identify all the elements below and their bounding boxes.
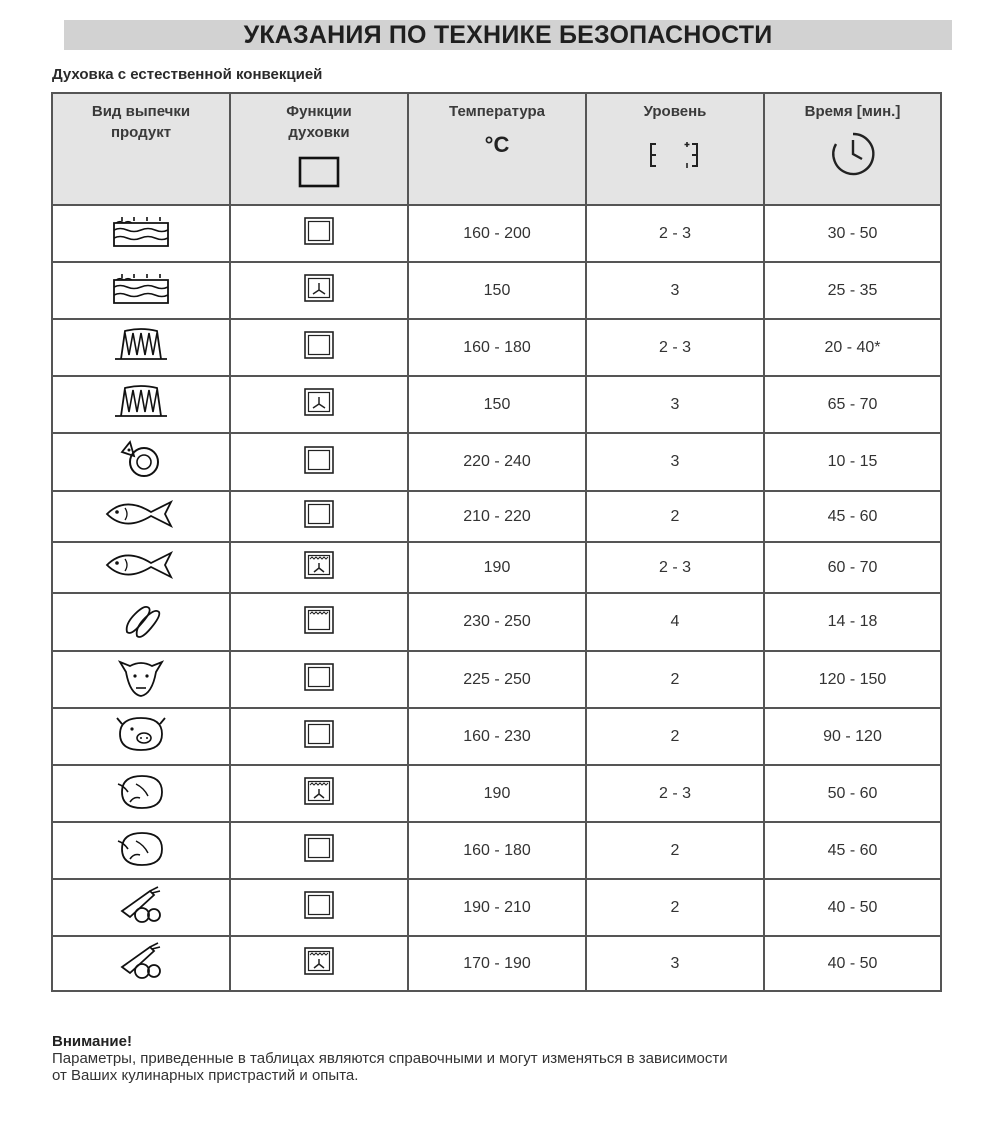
level-cell: 2 <box>586 879 764 936</box>
function-cell <box>230 433 408 491</box>
top-bottom-heat-icon <box>231 890 407 925</box>
time-cell: 40 - 50 <box>764 936 941 991</box>
vegetables-icon <box>53 941 229 986</box>
temperature-cell: 225 - 250 <box>408 651 586 708</box>
function-cell <box>230 542 408 593</box>
vegetables-icon <box>53 885 229 930</box>
function-cell <box>230 822 408 879</box>
temperature-cell: 210 - 220 <box>408 491 586 542</box>
table-row <box>52 708 941 765</box>
header-level-label: Уровень <box>643 103 707 120</box>
table-row <box>52 936 941 991</box>
warning-note <box>52 1033 952 1084</box>
time-cell: 90 - 120 <box>764 708 941 765</box>
baking-table <box>51 92 942 992</box>
header-time-label: Время [мин.] <box>804 103 901 120</box>
top-bottom-heat-icon <box>231 833 407 868</box>
time-cell: 20 - 40* <box>764 319 941 376</box>
table-row <box>52 593 941 651</box>
table-row <box>52 822 941 879</box>
header-temperature-label: Температура <box>449 103 545 120</box>
top-bottom-heat-icon <box>231 662 407 697</box>
top-bottom-heat-icon <box>231 499 407 534</box>
level-cell: 2 - 3 <box>586 765 764 822</box>
level-cell: 2 - 3 <box>586 205 764 262</box>
table-row <box>52 376 941 433</box>
product-cell <box>52 319 230 376</box>
product-cell <box>52 708 230 765</box>
header-time <box>764 93 941 205</box>
fish-icon <box>53 498 229 535</box>
temperature-cell: 220 - 240 <box>408 433 586 491</box>
time-cell: 45 - 60 <box>764 822 941 879</box>
temperature-cell: 160 - 180 <box>408 319 586 376</box>
table-row <box>52 262 941 319</box>
top-bottom-heat-icon <box>231 445 407 480</box>
level-cell: 2 <box>586 491 764 542</box>
table-row <box>52 651 941 708</box>
pork-icon <box>53 714 229 759</box>
level-cell: 2 - 3 <box>586 319 764 376</box>
product-cell <box>52 433 230 491</box>
function-cell <box>230 936 408 991</box>
shelf-level-icon <box>640 138 710 172</box>
layered-cake-icon <box>53 270 229 311</box>
header-function <box>230 93 408 205</box>
bundt-cake-icon <box>53 382 229 427</box>
time-cell: 65 - 70 <box>764 376 941 433</box>
header-temperature-unit: °C <box>484 132 510 157</box>
grill-fan-icon <box>231 776 407 811</box>
chicken-icon <box>53 827 229 874</box>
level-cell: 3 <box>586 262 764 319</box>
table-row <box>52 542 941 593</box>
function-cell <box>230 376 408 433</box>
warning-title: Внимание! <box>52 1033 132 1050</box>
function-cell <box>230 593 408 651</box>
header-product <box>52 93 230 205</box>
top-bottom-heat-icon <box>231 330 407 365</box>
time-cell: 40 - 50 <box>764 879 941 936</box>
time-cell: 30 - 50 <box>764 205 941 262</box>
warning-text-line1: Параметры, приведенные в таблицах являются справочными и могут изменяться в зависимости <box>52 1050 728 1067</box>
temperature-cell: 190 - 210 <box>408 879 586 936</box>
product-cell <box>52 936 230 991</box>
table-header-row <box>52 93 941 205</box>
level-cell: 3 <box>586 936 764 991</box>
temperature-cell: 160 - 200 <box>408 205 586 262</box>
temperature-cell: 190 <box>408 765 586 822</box>
temperature-cell: 170 - 190 <box>408 936 586 991</box>
warning-text-line2: от Ваших кулинарных пристрастий и опыта. <box>52 1067 359 1084</box>
product-cell <box>52 879 230 936</box>
time-cell: 10 - 15 <box>764 433 941 491</box>
grill-icon <box>231 605 407 640</box>
chicken-icon <box>53 770 229 817</box>
grill-fan-icon <box>231 946 407 981</box>
function-cell <box>230 205 408 262</box>
table-subtitle: Духовка с естественной конвекцией <box>52 66 323 83</box>
level-cell: 3 <box>586 376 764 433</box>
table-row <box>52 319 941 376</box>
bundt-cake-icon <box>53 325 229 370</box>
time-cell: 14 - 18 <box>764 593 941 651</box>
time-cell: 60 - 70 <box>764 542 941 593</box>
product-cell <box>52 651 230 708</box>
banner-title: УКАЗАНИЯ ПО ТЕХНИКЕ БЕЗОПАСНОСТИ <box>243 21 773 49</box>
time-cell: 120 - 150 <box>764 651 941 708</box>
top-bottom-heat-icon <box>231 719 407 754</box>
time-cell: 45 - 60 <box>764 491 941 542</box>
product-cell <box>52 765 230 822</box>
table-row <box>52 491 941 542</box>
product-cell <box>52 542 230 593</box>
header-level <box>586 93 764 205</box>
function-cell <box>230 491 408 542</box>
function-cell <box>230 765 408 822</box>
level-cell: 2 - 3 <box>586 542 764 593</box>
temperature-cell: 160 - 230 <box>408 708 586 765</box>
header-temperature <box>408 93 586 205</box>
product-cell <box>52 822 230 879</box>
table-row <box>52 433 941 491</box>
top-bottom-heat-icon <box>231 216 407 251</box>
product-cell <box>52 593 230 651</box>
fish-icon <box>53 549 229 586</box>
temperature-cell: 160 - 180 <box>408 822 586 879</box>
temperature-cell: 150 <box>408 262 586 319</box>
level-cell: 2 <box>586 708 764 765</box>
product-cell <box>52 205 230 262</box>
grill-fan-icon <box>231 550 407 585</box>
function-cell <box>230 262 408 319</box>
page-banner <box>64 20 952 50</box>
product-cell <box>52 262 230 319</box>
layered-cake-icon <box>53 213 229 254</box>
level-cell: 3 <box>586 433 764 491</box>
table-row <box>52 205 941 262</box>
fan-heat-icon <box>231 273 407 308</box>
pizza-slice-icon <box>53 440 229 485</box>
sausages-icon <box>53 600 229 645</box>
function-cell <box>230 708 408 765</box>
time-cell: 50 - 60 <box>764 765 941 822</box>
function-cell <box>230 879 408 936</box>
header-function-line2: духовки <box>288 124 350 141</box>
level-cell: 2 <box>586 822 764 879</box>
fan-heat-icon <box>231 387 407 422</box>
header-product-line1: Вид выпечки <box>91 103 191 120</box>
table-row <box>52 765 941 822</box>
function-cell <box>230 651 408 708</box>
clock-icon <box>829 130 877 178</box>
product-cell <box>52 376 230 433</box>
header-product-line2: продукт <box>110 124 172 141</box>
temperature-cell: 230 - 250 <box>408 593 586 651</box>
temperature-cell: 190 <box>408 542 586 593</box>
function-cell <box>230 319 408 376</box>
level-cell: 4 <box>586 593 764 651</box>
header-function-line1: Функции <box>286 103 352 120</box>
beef-icon <box>53 656 229 703</box>
product-cell <box>52 491 230 542</box>
time-cell: 25 - 35 <box>764 262 941 319</box>
table-row <box>52 879 941 936</box>
temperature-cell: 150 <box>408 376 586 433</box>
level-cell: 2 <box>586 651 764 708</box>
oven-frame-icon <box>297 155 341 189</box>
